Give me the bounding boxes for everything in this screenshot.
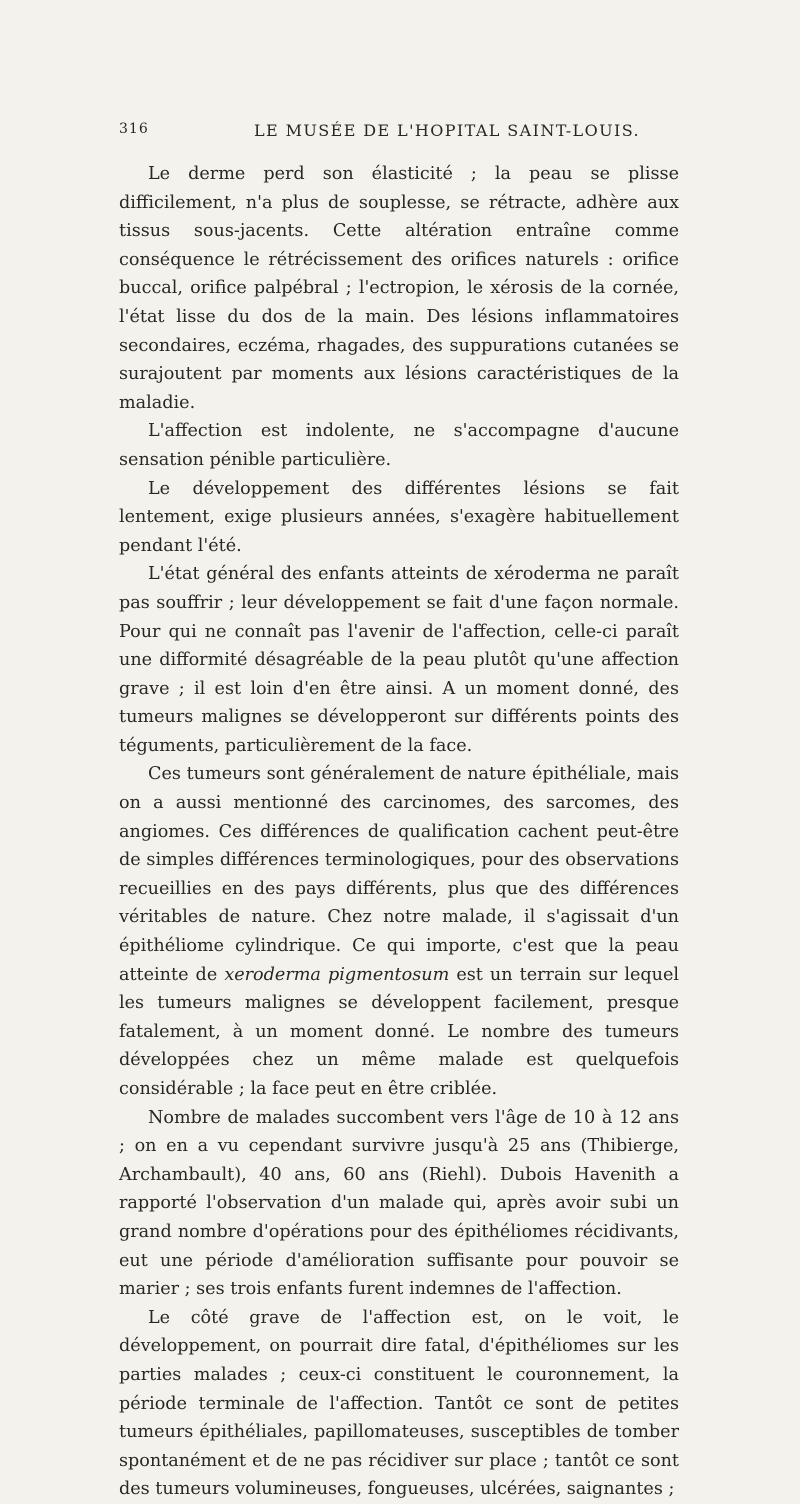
paragraph: L'état général des enfants atteints de xéroderma ne paraît pas souffrir ; leur développement se fait d'une façon normale. Pour qui ne connaît pas l'avenir de l'affection, celle-ci paraît une difformité désagréable de la peau plutôt qu'une affection grave ; il est loin d'en être ainsi. A un moment donné, des tumeurs malignes se développeront sur différents points des téguments, particulièrement de la face. <box>119 564 679 756</box>
paragraph: Nombre de malades succombent vers l'âge de 10 à 12 ans ; on en a vu cependant survivre jusqu'à 25 ans (Thibierge, Archambault), 40 ans, 60 ans (Riehl). Dubois Havenith a rapporté l'observation d'un malade qui, après avoir subi un grand nombre d'opérations pour des épithéliomes récidivants, eut une période d'amélioration suffisante pour pouvoir se marier ; ses trois enfants furent indemnes de l'affection. <box>119 1107 679 1300</box>
page-number: 316 <box>119 121 149 137</box>
running-title: LE MUSÉE DE L'HOPITAL SAINT-LOUIS. <box>254 121 640 140</box>
paragraph: Le côté grave de l'affection est, on le voit, le développement, on pourrait dire fatal, d'épithéliomes sur les parties malades ; ceux-ci constituent le couronnement, la période terminale de l'affection. Tantôt ce sont de petites tumeurs épithéliales, papillomateuses, susceptibles de tomber spontanément et de ne pas récidiver sur place ; tantôt ce sont des tumeurs volumineuses, fongueuses, ulcérées, saignantes ; <box>119 1307 679 1500</box>
paragraph <box>119 760 679 1103</box>
paragraph-text: Ces tumeurs sont généralement de nature épithéliale, mais on a aussi mentionné des carcinomes, des sarcomes, des angiomes. Ces différences de qualification cachent peut-être de simples différences terminologiques, pour des observations recueillies en des pays différents, plus que des différences véritables de nature. Chez notre malade, il s'agissait d'un épithéliome cylindrique. Ce qui importe, c'est que la peau atteinte de <box>119 764 679 985</box>
italic-term: xeroderma pigmentosum <box>224 964 450 985</box>
body-text <box>119 160 679 1504</box>
paragraph: Le développement des différentes lésions se fait lentement, exige plusieurs années, s'exagère habituellement pendant l'été. <box>119 478 679 556</box>
paragraph: Le derme perd son élasticité ; la peau se plisse difficilement, n'a plus de souplesse, se rétracte, adhère aux tissus sous-jacents. Cette altération entraîne comme conséquence le rétrécissement des orifices naturels : orifice buccal, orifice palpébral ; l'ectropion, le xérosis de la cornée, l'état lisse du dos de la main. Des lésions inflammatoires secondaires, eczéma, rhagades, des suppurations cutanées se surajoutent par moments aux lésions caractéristiques de la maladie. <box>119 164 679 413</box>
paragraph: L'affection est indolente, ne s'accompagne d'aucune sensation pénible particulière. <box>119 421 679 470</box>
page-header <box>119 121 679 143</box>
paragraph-text: est un terrain sur lequel les tumeurs malignes se développent facilement, presque fatalement, à un moment donné. Le nombre des tumeurs développées chez un même malade est quelquefois considérable ; la face peut en être criblée. <box>119 964 679 1099</box>
